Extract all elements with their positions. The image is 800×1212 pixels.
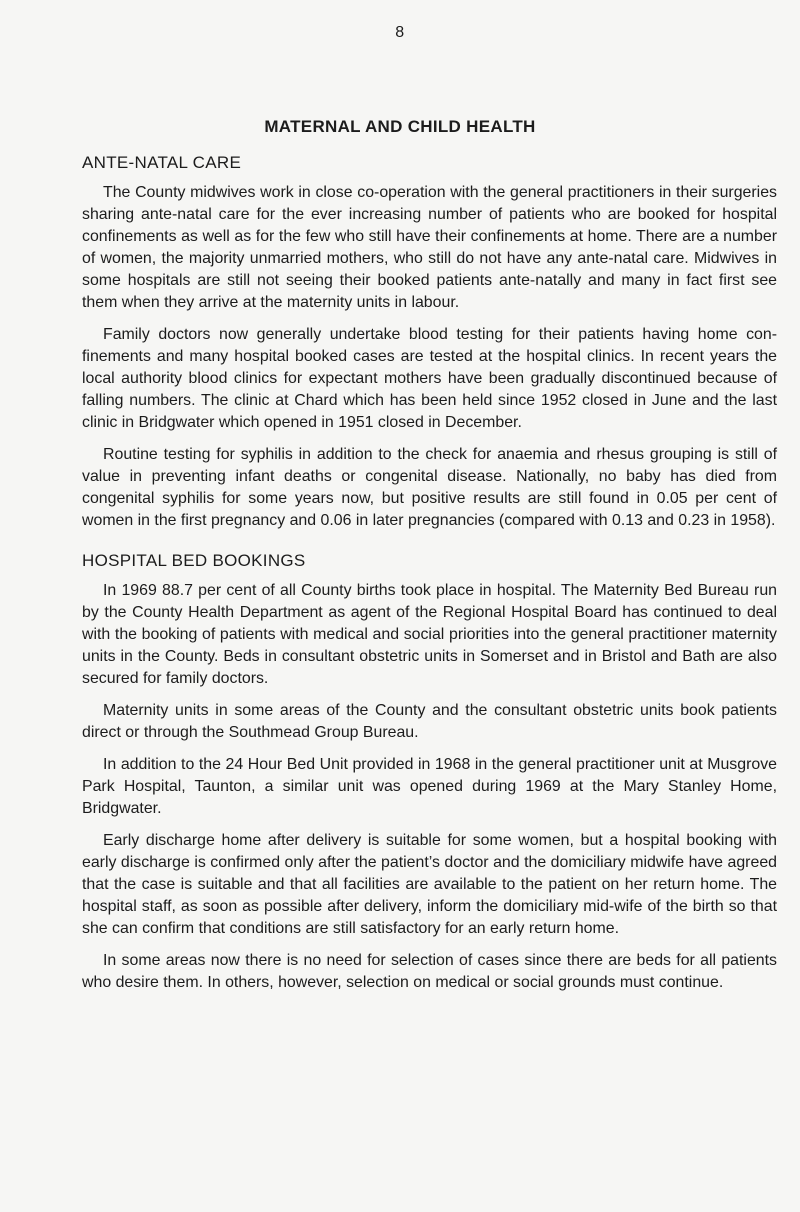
page-number: 8	[395, 24, 405, 41]
paragraph: Family doctors now generally undertake blood testing for their patients having home con-finements and many hospital booked cases are tested at the hospital clinics. In recent years the local authority blood clinics for expectant mothers have been gradually discontinued because of falling numbers. The clinic at Chard which has been held since 1952 closed in June and the last clinic in Bridgwater which opened in 1951 closed in December.	[82, 326, 777, 431]
paragraph: Maternity units in some areas of the County and the consultant obstetric units book patients direct or through the Southmead Group Bureau.	[82, 702, 777, 741]
page-title: MATERNAL AND CHILD HEALTH	[264, 117, 536, 136]
document-body	[82, 152, 777, 1012]
paragraph: Early discharge home after delivery is suitable for some women, but a hospital booking with early discharge is confirmed only after the patient’s doctor and the domiciliary midwife have agreed that the case is suitable and that all facilities are available to the patient on her return home. The hospital staff, as soon as possible after delivery, inform the domiciliary mid-wife of the birth so that she can confirm that conditions are still satisfactory for an early return home.	[82, 832, 777, 937]
paragraph: The County midwives work in close co-operation with the general practitioners in their surgeries sharing ante-natal care for the ever increasing number of patients who are booked for hospital confinements as well as for the few who still have their confinements at home. There are a number of women, the majority unmarried mothers, who still do not have any ante-natal care. Midwives in some hospitals are still not seeing their booked patients ante-natally and many in fact first see them when they arrive at the maternity units in labour.	[82, 184, 777, 311]
section-heading: HOSPITAL BED BOOKINGS	[82, 551, 306, 570]
paragraph: In some areas now there is no need for selection of cases since there are beds for all patients who desire them. In others, however, selection on medical or social grounds must continue.	[82, 952, 777, 991]
section-ante-natal-care	[82, 152, 777, 532]
section-hospital-bed-bookings	[82, 550, 777, 994]
paragraph: In addition to the 24 Hour Bed Unit provided in 1968 in the general practitioner unit at Musgrove Park Hospital, Taunton, a similar unit was opened during 1969 at the Mary Stanley Home, Bridgwater.	[82, 756, 777, 817]
section-heading: ANTE-NATAL CARE	[82, 153, 242, 172]
paragraph: Routine testing for syphilis in addition to the check for anaemia and rhesus grouping is still of value in preventing infant deaths or congenital disease. Nationally, no baby has died from congenital syphilis for some years now, but positive results are still found in 0.05 per cent of women in the first pregnancy and 0.06 in later pregnancies (compared with 0.13 and 0.23 in 1958).	[82, 446, 777, 529]
paragraph: In 1969 88.7 per cent of all County births took place in hospital. The Maternity Bed Bureau run by the County Health Department as agent of the Regional Hospital Board has continued to deal with the booking of patients with medical and social priorities into the general practitioner maternity units in the County. Beds in consultant obstetric units in Somerset and in Bristol and Bath are also secured for family doctors.	[82, 582, 777, 687]
